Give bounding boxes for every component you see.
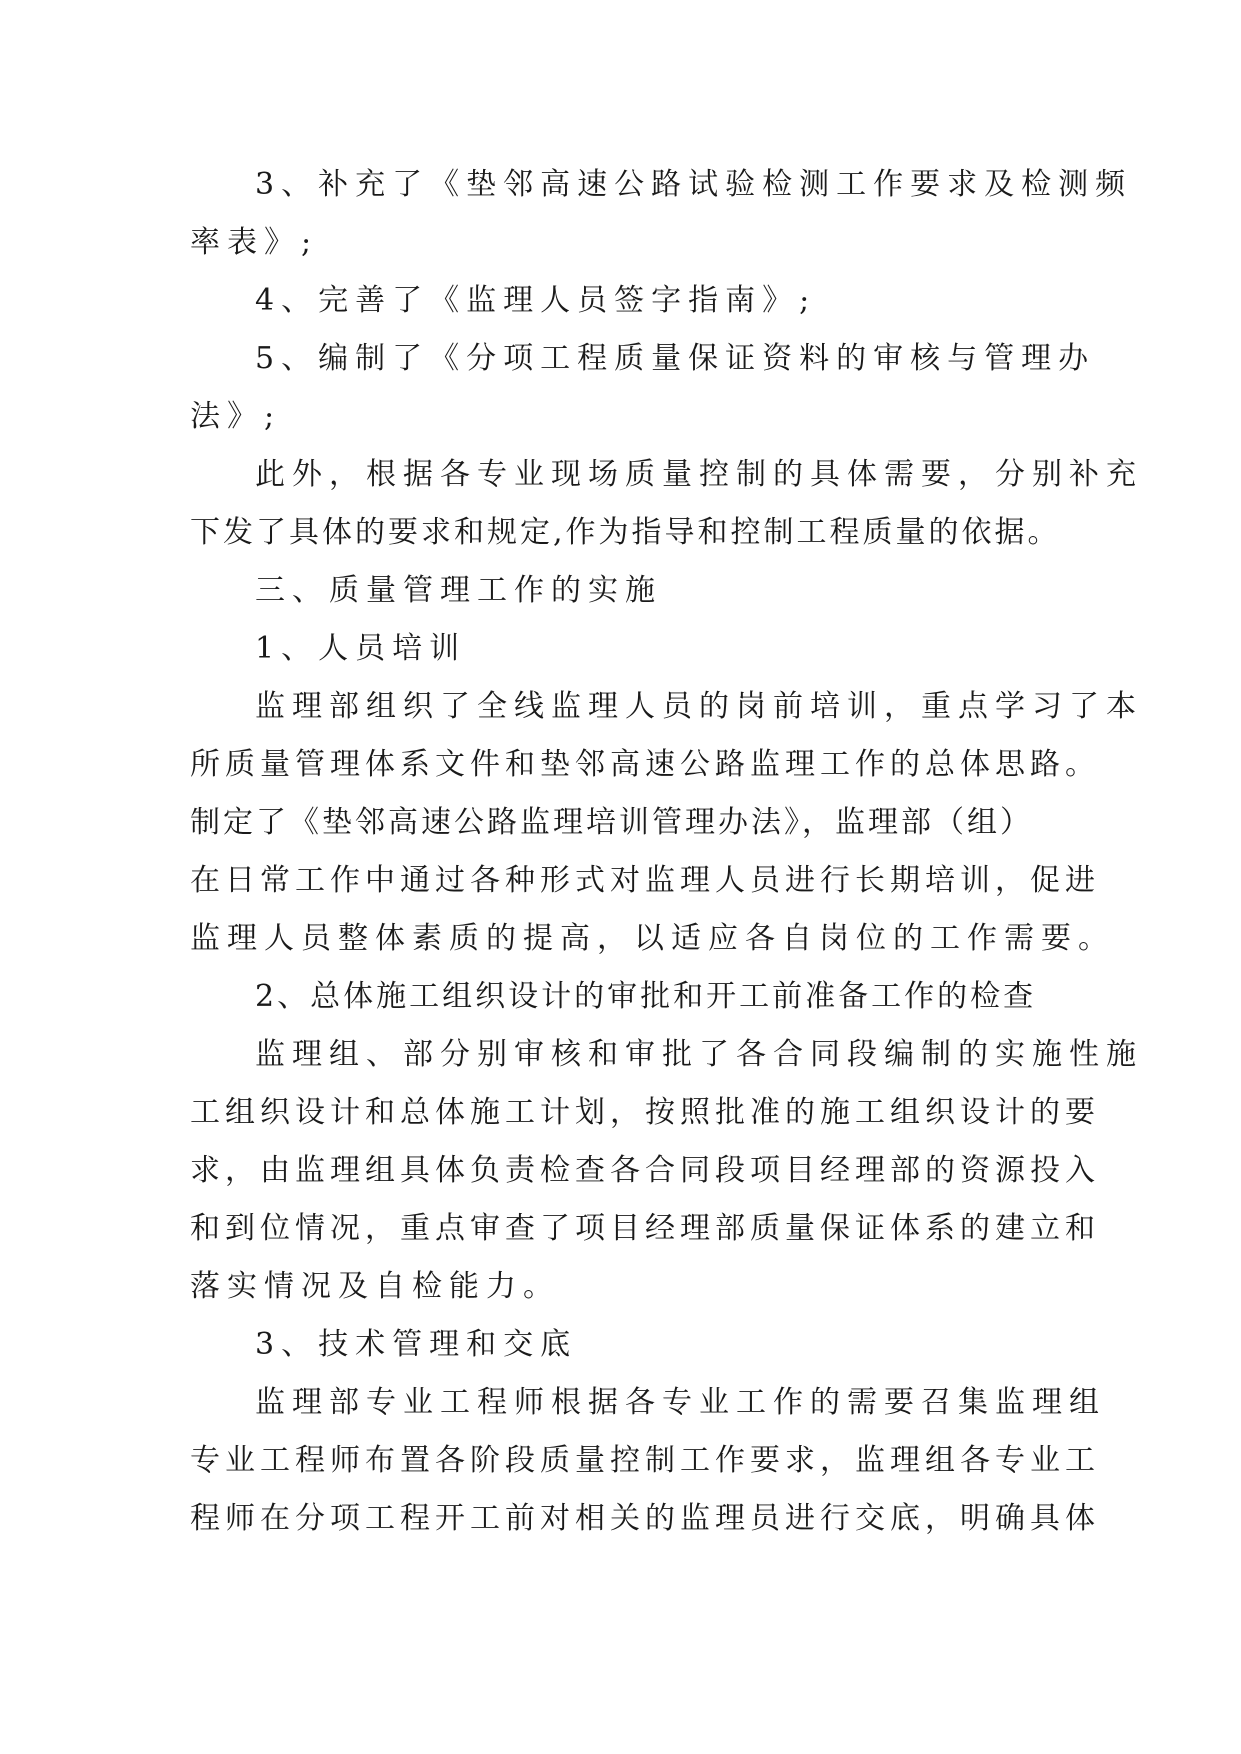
paragraph-line: 率表》; [190, 225, 319, 260]
paragraph-line: 专业工程师布置各阶段质量控制工作要求，监理组各专业工 [190, 1443, 1100, 1478]
paragraph-line: 法》; [190, 399, 282, 434]
paragraph-line: 工组织设计和总体施工计划，按照批准的施工组织设计的要 [190, 1095, 1100, 1130]
paragraph-line: 5、编制了《分项工程质量保证资料的审核与管理办 [255, 341, 1096, 376]
paragraph-line: 此外，根据各专业现场质量控制的具体需要，分别补充 [255, 457, 1143, 492]
paragraph-line: 程师在分项工程开工前对相关的监理员进行交底，明确具体 [190, 1501, 1100, 1536]
subsection-heading: 3、技术管理和交底 [255, 1327, 578, 1362]
paragraph-line: 监理人员整体素质的提高，以适应各自岗位的工作需要。 [190, 921, 1115, 956]
paragraph-line: 监理部专业工程师根据各专业工作的需要召集监理组 [255, 1385, 1106, 1420]
paragraph-line: 所质量管理体系文件和垫邻高速公路监理工作的总体思路。 [190, 747, 1100, 782]
paragraph-line: 下发了具体的要求和规定,作为指导和控制工程质量的依据。 [190, 515, 1061, 550]
subsection-heading: 2、总体施工组织设计的审批和开工前准备工作的检查 [255, 979, 1037, 1014]
paragraph-line: 监理组、部分别审核和审批了各合同段编制的实施性施 [255, 1037, 1143, 1072]
paragraph-line: 制定了《垫邻高速公路监理培训管理办法》，监理部（组） [190, 805, 1033, 840]
paragraph-line: 和到位情况，重点审查了项目经理部质量保证体系的建立和 [190, 1211, 1100, 1246]
subsection-heading: 1、人员培训 [255, 631, 467, 666]
paragraph-line: 监理部组织了全线监理人员的岗前培训，重点学习了本 [255, 689, 1143, 724]
paragraph-line: 落实情况及自检能力。 [190, 1269, 560, 1304]
paragraph-line: 3、补充了《垫邻高速公路试验检测工作要求及检测频 [255, 167, 1133, 202]
paragraph-line: 求，由监理组具体负责检查各合同段项目经理部的资源投入 [190, 1153, 1100, 1188]
paragraph-line: 4、完善了《监理人员签字指南》; [255, 283, 817, 318]
section-heading: 三、质量管理工作的实施 [255, 573, 662, 608]
paragraph-line: 在日常工作中通过各种形式对监理人员进行长期培训，促进 [190, 863, 1100, 898]
